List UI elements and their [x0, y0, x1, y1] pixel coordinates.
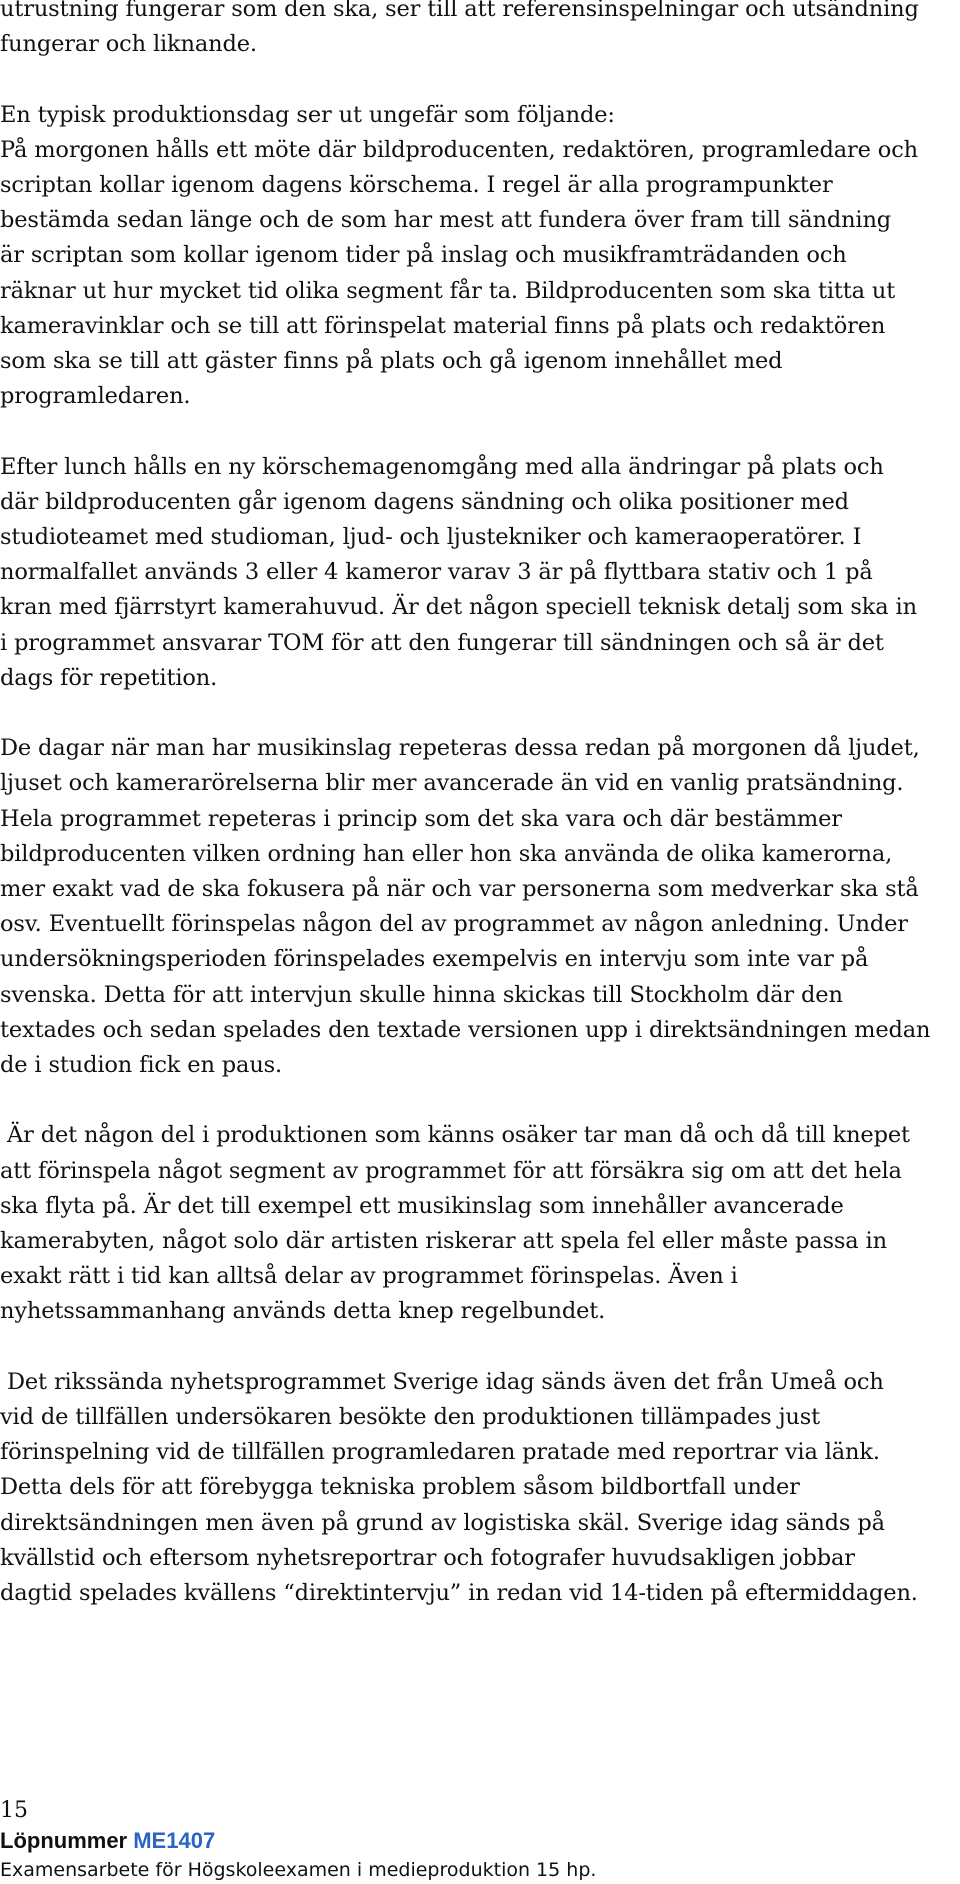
text-line: nyhetssammanhang används detta knep regelbundet. [0, 1298, 606, 1325]
text-line: förinspelning vid de tillfällen programledaren pratade med reportrar via länk. [0, 1439, 880, 1466]
serial-value: ME1407 [133, 1828, 216, 1853]
paragraph-morning [0, 98, 960, 415]
text-line: att förinspela något segment av programmet för att försäkra sig om att det hela [0, 1157, 902, 1184]
text-line: de i studion fick en paus. [0, 1052, 283, 1079]
text-line: dags för repetition. [0, 664, 218, 691]
text-line: vid de tillfällen undersökaren besökte den produktionen tillämpades just [0, 1404, 821, 1431]
text-line: kran med fjärrstyrt kamerahuvud. Är det någon speciell teknisk detalj som ska in [0, 594, 917, 621]
text-line: är scriptan som kollar igenom tider på inslag och musikframträdanden och [0, 242, 847, 269]
paragraph-after-lunch [0, 450, 960, 696]
text-line: Detta dels för att förebygga tekniska problem såsom bildbortfall under [0, 1474, 800, 1501]
page-footer [0, 1796, 960, 1884]
text-line: räknar ut hur mycket tid olika segment får ta. Bildproducenten som ska titta ut [0, 277, 896, 304]
text-line: Är det någon del i produktionen som känns osäker tar man då och då till knepet [0, 1122, 910, 1149]
text-line: kvällstid och eftersom nyhetsreportrar och fotografer huvudsakligen jobbar [0, 1544, 855, 1571]
text-line: svenska. Detta för att intervjun skulle hinna skickas till Stockholm där den [0, 981, 843, 1008]
text-line: De dagar när man har musikinslag repeteras dessa redan på morgonen då ljudet, [0, 735, 920, 762]
program-description: Examensarbete för Högskoleexamen i medieproduktion 15 hp. [0, 1859, 597, 1881]
text-line: ljuset och kamerarörelserna blir mer avancerade än vid en vanlig pratsändning. [0, 770, 904, 797]
text-line: som ska se till att gäster finns på plats och gå igenom innehållet med [0, 348, 783, 375]
text-line: där bildproducenten går igenom dagens sändning och olika positioner med [0, 488, 849, 515]
text-line: programledaren. [0, 383, 191, 410]
serial-number [0, 1826, 960, 1856]
text-line: dagtid spelades kvällens “direktintervju” in redan vid 14-tiden på eftermiddagen. [0, 1580, 918, 1607]
text-line: På morgonen hålls ett möte där bildproducenten, redaktören, programledare och [0, 136, 918, 163]
text-line: kamerabyten, något solo där artisten riskerar att spela fel eller måste passa in [0, 1228, 887, 1255]
text-line: bildproducenten vilken ordning han eller hon ska använda de olika kamerorna, [0, 840, 893, 867]
text-line: undersökningsperioden förinspelades exempelvis en intervju som inte var på [0, 946, 869, 973]
text-line: fungerar och liknande. [0, 31, 257, 58]
text-line: i programmet ansvarar TOM för att den fungerar till sändningen och så är det [0, 629, 884, 656]
paragraph-music-rehearsal [0, 731, 960, 1083]
paragraph-prerecording [0, 1118, 960, 1329]
text-line: mer exakt vad de ska fokusera på när och var personerna som medverkar ska stå [0, 876, 919, 903]
paragraph-sverige-idag [0, 1365, 960, 1611]
text-line: En typisk produktionsdag ser ut ungefär som följande: [0, 101, 615, 128]
paragraph-equipment [0, 0, 960, 62]
page-number: 15 [0, 1798, 28, 1823]
text-line: Efter lunch hålls en ny körschemagenomgång med alla ändringar på plats och [0, 453, 884, 480]
text-line: utrustning fungerar som den ska, ser till att referensinspelningar och utsändning [0, 0, 919, 22]
text-line: direktsändningen men även på grund av logistiska skäl. Sverige idag sänds på [0, 1509, 885, 1536]
serial-label: Löpnummer [0, 1828, 134, 1853]
text-line: bestämda sedan länge och de som har mest att fundera över fram till sändning [0, 207, 892, 234]
text-line: Det rikssända nyhetsprogrammet Sverige idag sänds även det från Umeå och [0, 1368, 884, 1395]
text-line: normalfallet används 3 eller 4 kameror varav 3 är på flyttbara stativ och 1 på [0, 559, 873, 586]
text-line: scriptan kollar igenom dagens körschema. I regel är alla programpunkter [0, 172, 833, 198]
text-line: exakt rätt i tid kan alltså delar av programmet förinspelas. Även i [0, 1263, 738, 1290]
text-line: ska flyta på. Är det till exempel ett musikinslag som innehåller avancerade [0, 1192, 844, 1219]
text-line: studioteamet med studioman, ljud- och ljustekniker och kameraoperatörer. I [0, 524, 862, 551]
text-line: kameravinklar och se till att förinspelat material finns på plats och redaktören [0, 312, 886, 339]
text-line: osv. Eventuellt förinspelas någon del av programmet av någon anledning. Under [0, 911, 908, 938]
text-line: textades och sedan spelades den textade versionen upp i direktsändningen medan [0, 1016, 931, 1043]
text-line: Hela programmet repeteras i princip som det ska vara och där bestämmer [0, 805, 842, 832]
